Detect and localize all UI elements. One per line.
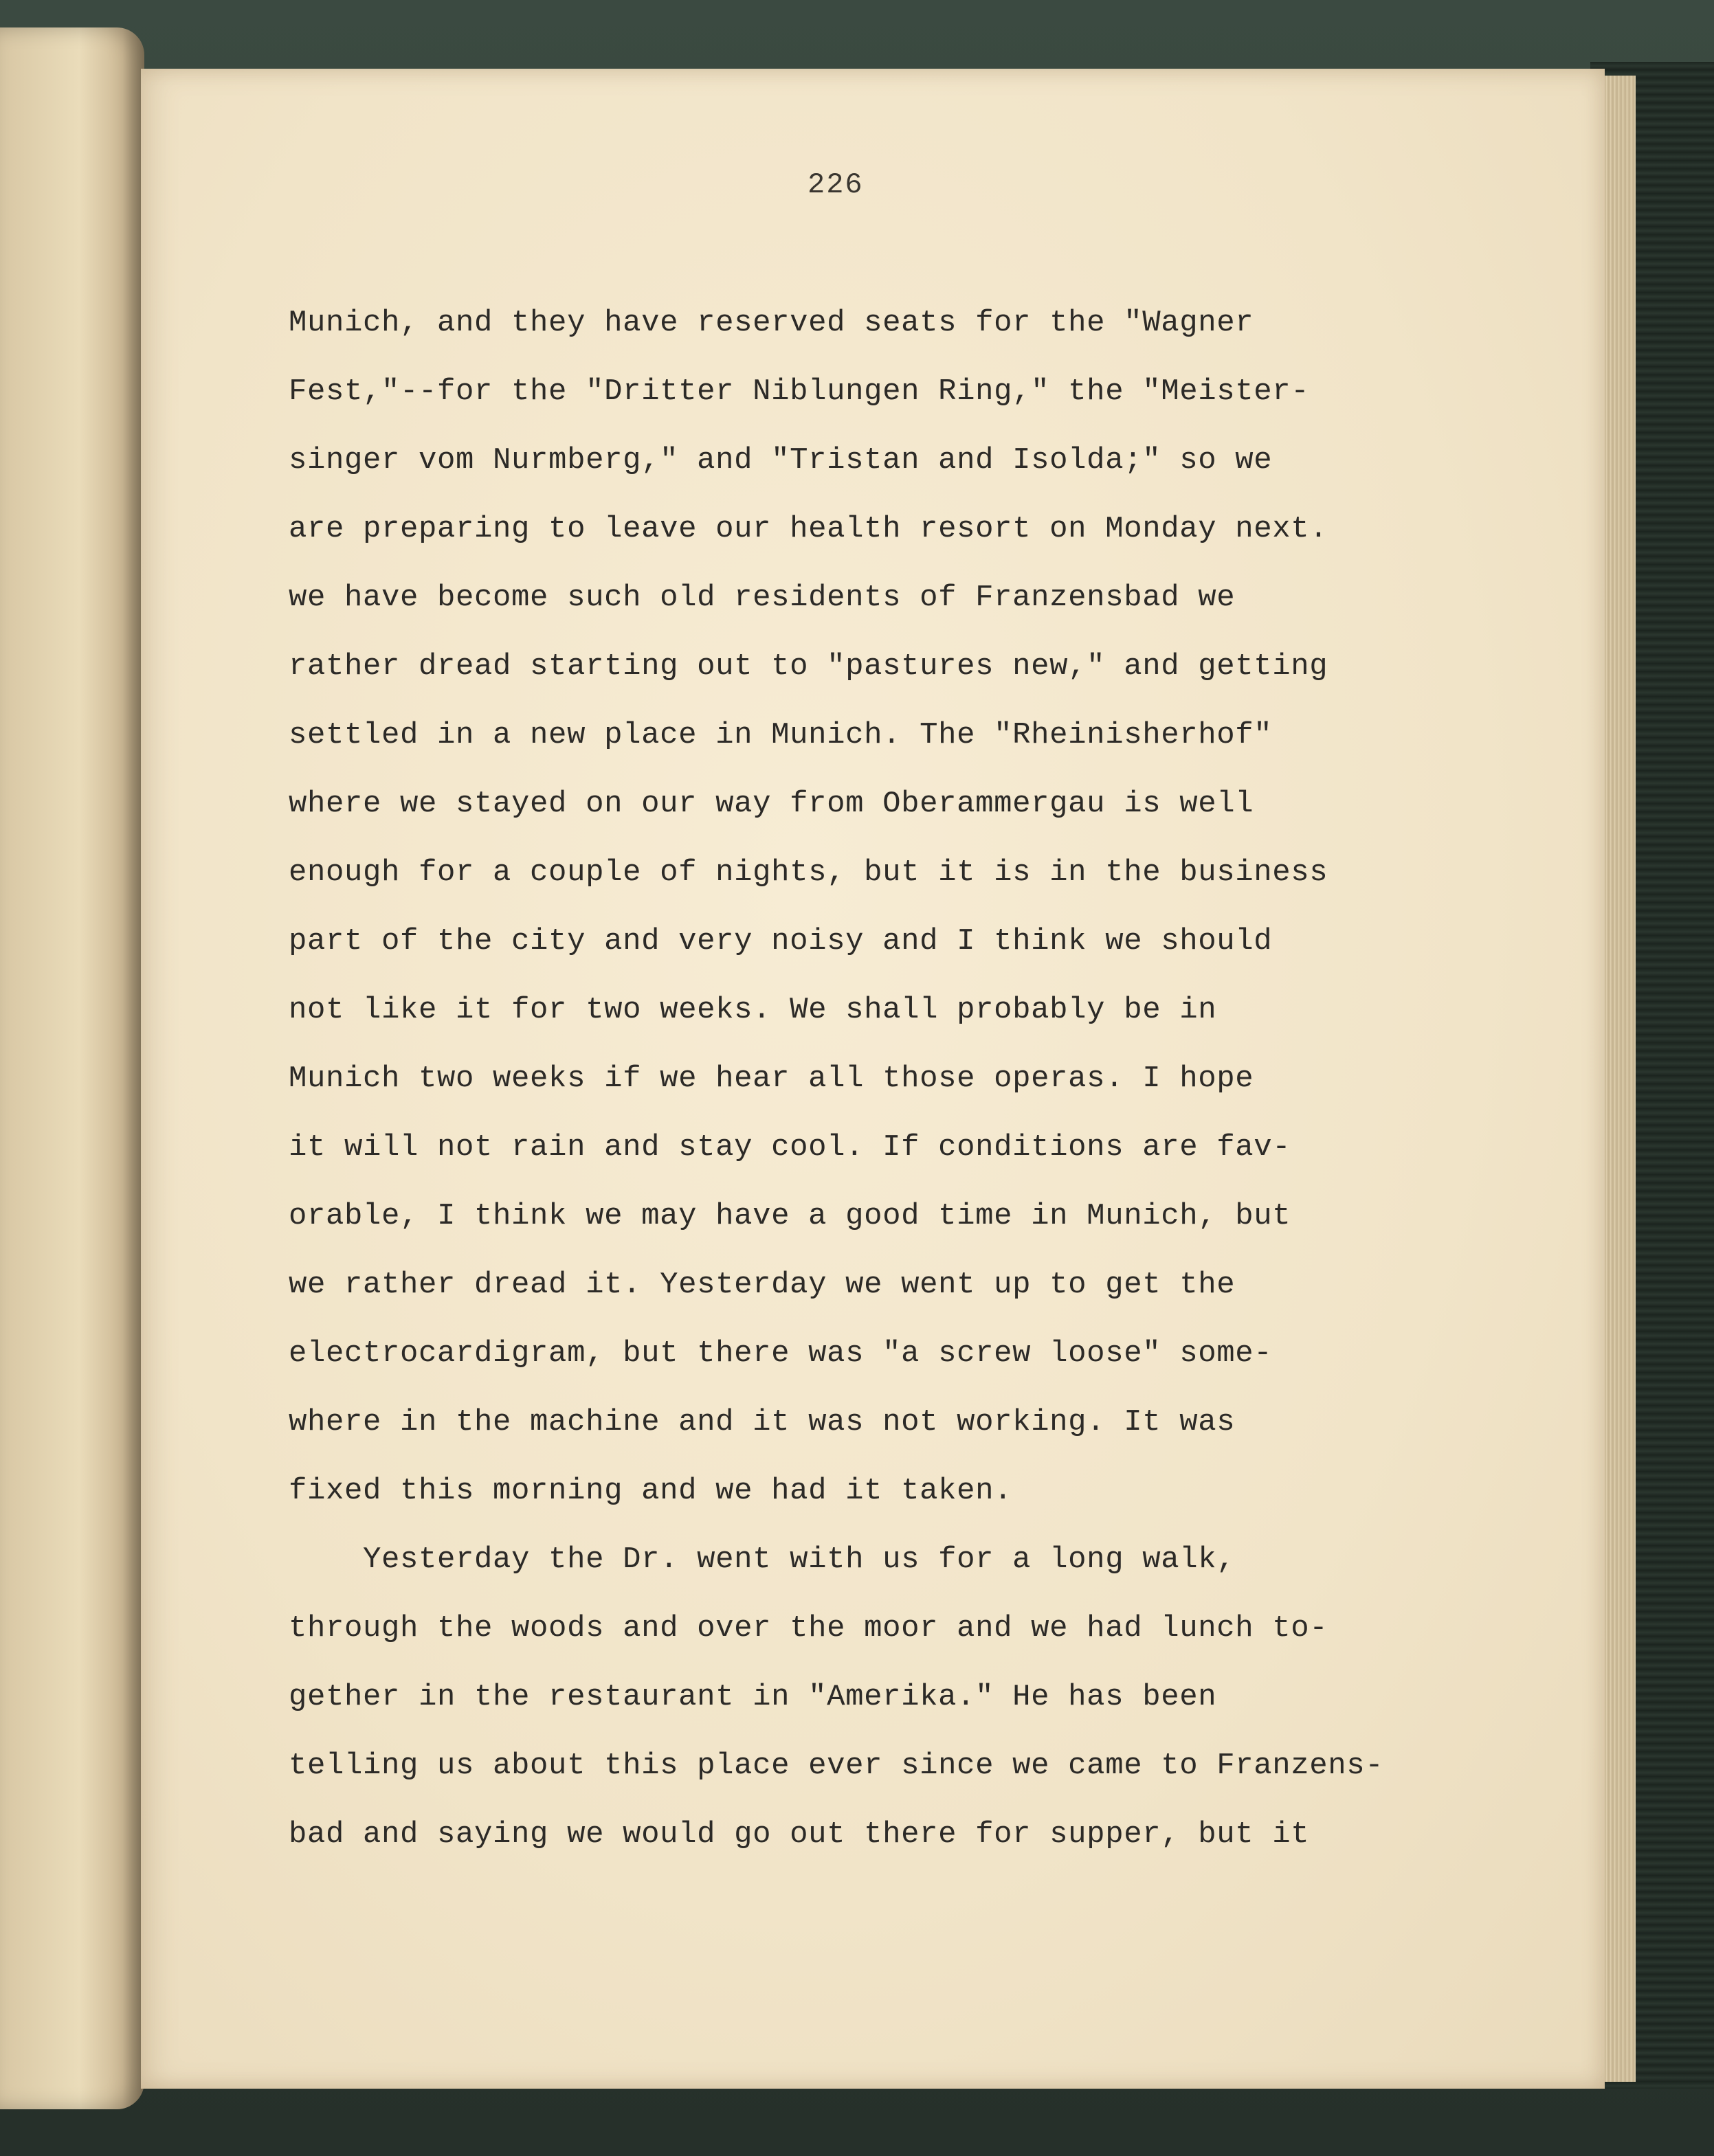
text-line: we rather dread it. Yesterday we went up to get the xyxy=(289,1268,1236,1302)
text-line: are preparing to leave our health resort on Monday next. xyxy=(289,512,1328,546)
text-line: we have become such old residents of Franzensbad we xyxy=(289,581,1236,615)
text-line: electrocardigram, but there was "a screw loose" some- xyxy=(289,1336,1273,1371)
text-line: singer vom Nurmberg," and "Tristan and Isolda;" so we xyxy=(289,443,1273,478)
text-line: Munich, and they have reserved seats for the "Wagner xyxy=(289,306,1254,340)
text-line: telling us about this place ever since we came to Franzens- xyxy=(289,1749,1384,1783)
text-line: Munich two weeks if we hear all those operas. I hope xyxy=(289,1062,1254,1096)
text-line: Yesterday the Dr. went with us for a long walk, xyxy=(289,1542,1236,1577)
text-line: it will not rain and stay cool. If conditions are fav- xyxy=(289,1130,1291,1165)
text-line: enough for a couple of nights, but it is in the business xyxy=(289,855,1328,890)
text-line: where in the machine and it was not working. It was xyxy=(289,1405,1236,1439)
text-line: settled in a new place in Munich. The "Rheinisherhof" xyxy=(289,718,1273,752)
text-line: Fest,"--for the "Dritter Niblungen Ring," the "Meister- xyxy=(289,374,1310,409)
text-line: fixed this morning and we had it taken. xyxy=(289,1474,1013,1508)
left-facing-page xyxy=(0,27,144,2109)
text-line: orable, I think we may have a good time in Munich, but xyxy=(289,1199,1291,1233)
text-line: through the woods and over the moor and we had lunch to- xyxy=(289,1611,1328,1646)
text-line: bad and saying we would go out there for supper, but it xyxy=(289,1817,1310,1852)
text-line: where we stayed on our way from Oberammergau is well xyxy=(289,787,1254,821)
text-line: rather dread starting out to "pastures new," and getting xyxy=(289,649,1328,684)
text-line: part of the city and very noisy and I think we should xyxy=(289,924,1273,958)
text-line: not like it for two weeks. We shall probably be in xyxy=(289,993,1217,1027)
text-line: gether in the restaurant in "Amerika." He has been xyxy=(289,1680,1217,1714)
page-number: 226 xyxy=(808,168,864,201)
